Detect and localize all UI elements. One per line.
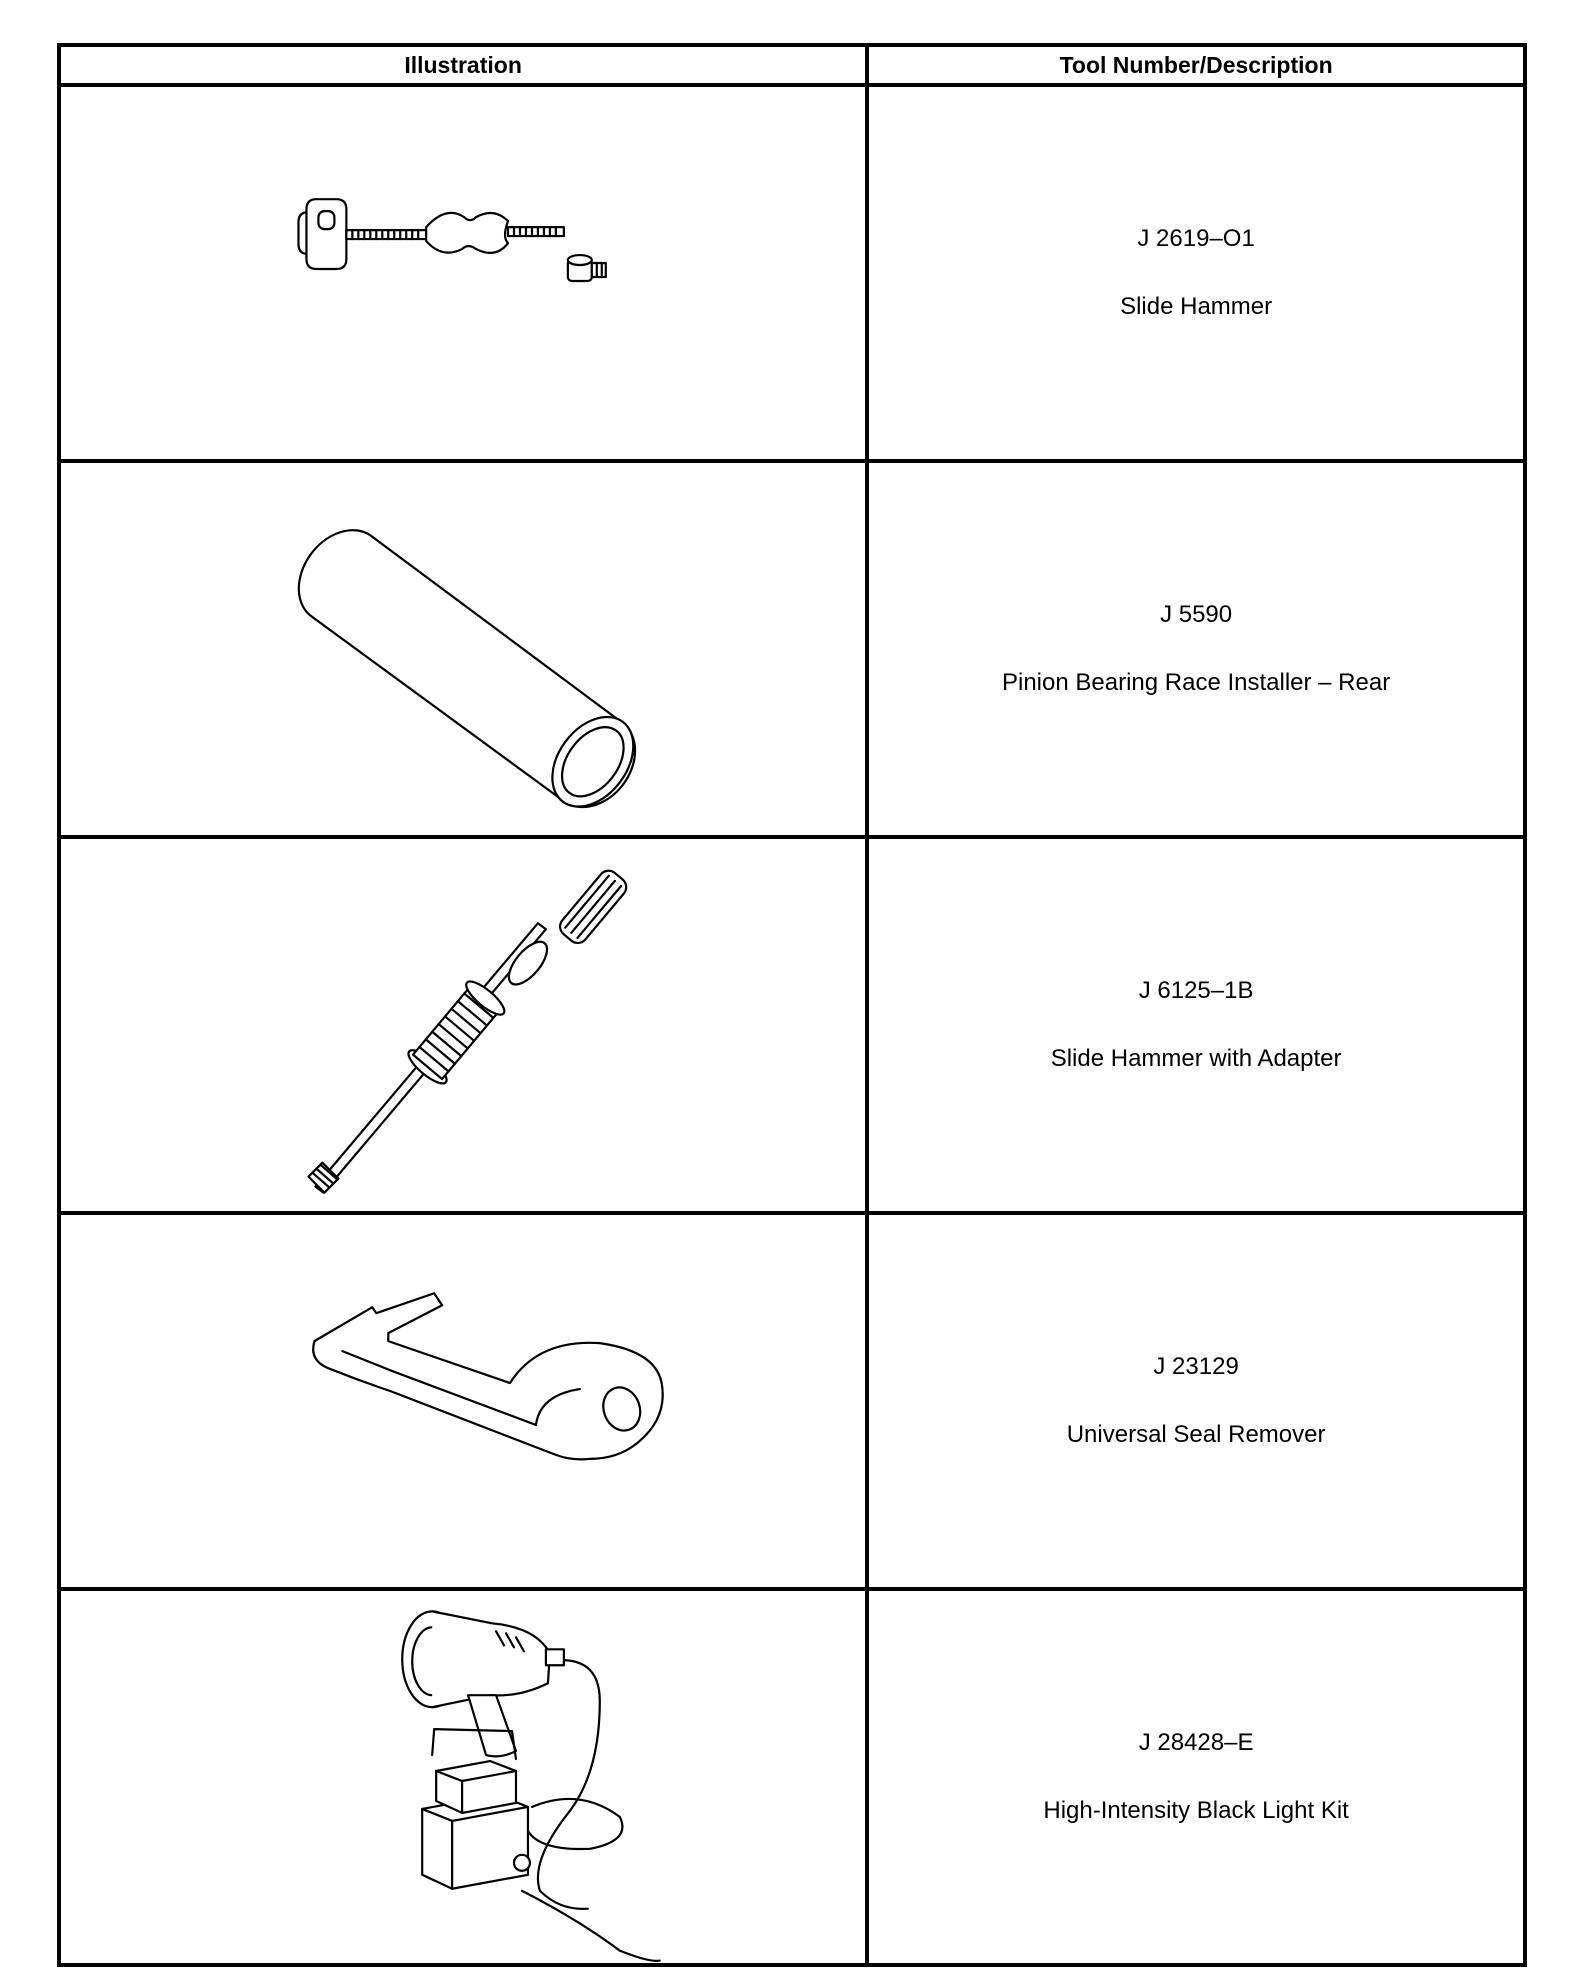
tool-description: Pinion Bearing Race Installer – Rear: [1001, 669, 1391, 696]
illustration-cell: [59, 837, 867, 1213]
black-light-kit-icon: [61, 1591, 865, 1963]
illustration-cell: [59, 85, 867, 461]
table-row: [59, 461, 1525, 837]
tools-table: [57, 43, 1527, 1967]
seal-remover-icon: [61, 1215, 865, 1587]
tool-description: Slide Hammer with Adapter: [1050, 1045, 1342, 1072]
slide-hammer-adapter-icon: [61, 839, 865, 1211]
illustration-header: Illustration: [59, 45, 867, 85]
slide-hammer-icon: [61, 87, 865, 459]
tool-description-cell: [867, 461, 1525, 837]
tool-number: J 23129: [1153, 1353, 1239, 1380]
table-row: [59, 85, 1525, 461]
table-row: [59, 1213, 1525, 1589]
illustration-cell: [59, 1589, 867, 1965]
table-row: [59, 837, 1525, 1213]
tool-description-cell: [867, 1213, 1525, 1589]
tool-description-cell: [867, 85, 1525, 461]
tool-description-cell: [867, 1589, 1525, 1965]
table-header-row: [59, 45, 1525, 85]
tool-number: J 2619–O1: [1137, 225, 1255, 252]
tool-description: High-Intensity Black Light Kit: [1043, 1797, 1349, 1824]
illustration-cell: [59, 1213, 867, 1589]
tool-number: J 6125–1B: [1138, 977, 1254, 1004]
tool-description: Universal Seal Remover: [1066, 1421, 1326, 1448]
tool-description: Slide Hammer: [1120, 293, 1273, 320]
tool-description-cell: [867, 837, 1525, 1213]
table-row: [59, 1589, 1525, 1965]
illustration-cell: [59, 461, 867, 837]
race-installer-icon: [61, 463, 865, 835]
tool-number: J 28428–E: [1138, 1729, 1254, 1756]
tool-number: J 5590: [1160, 601, 1233, 628]
tool-header: Tool Number/Description: [867, 45, 1525, 85]
